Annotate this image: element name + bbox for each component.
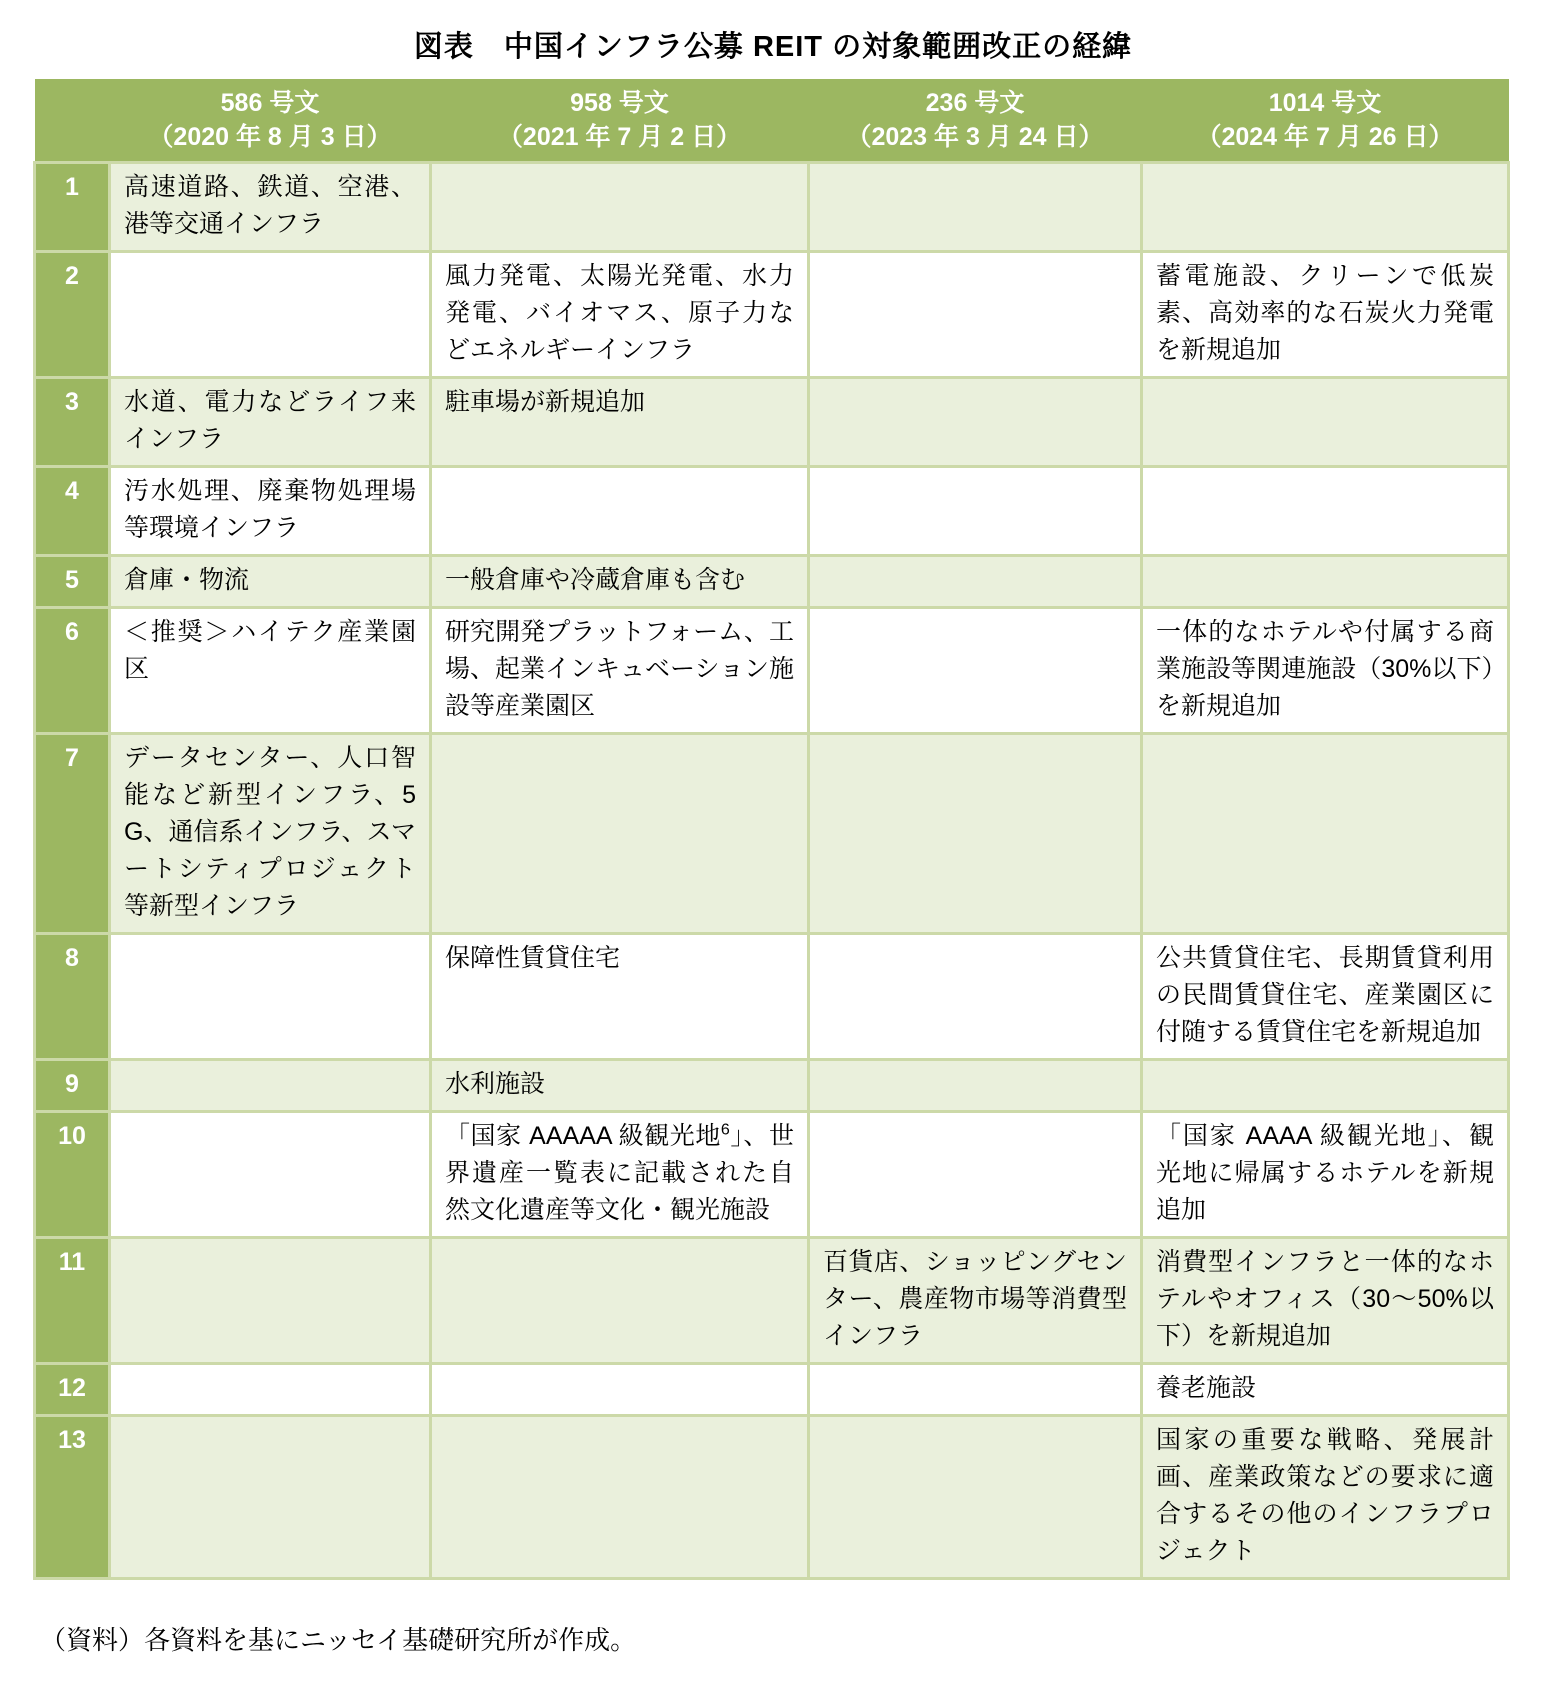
table-cell: データセンター、人口智能など新型インフラ、5G、通信系インフラ、スマートシティプロジェクト等新型インフラ — [110, 734, 431, 934]
column-date: （2023 年 3 月 24 日） — [846, 123, 1104, 151]
table-cell: 養老施設 — [1142, 1364, 1509, 1416]
cell-text: 」、世界遺産一覧表に記載された自然文化遺産等文化・観光施設 — [445, 1122, 794, 1224]
column-label: 236 号文 — [925, 89, 1025, 117]
table-cell — [809, 378, 1142, 467]
table-cell — [1142, 467, 1509, 556]
table-row — [35, 608, 1509, 734]
table-cell — [110, 1416, 431, 1579]
table-cell — [1142, 556, 1509, 608]
table-row — [35, 934, 1509, 1060]
table-cell — [809, 608, 1142, 734]
column-header-1014 — [1142, 79, 1509, 163]
table-cell — [1142, 1060, 1509, 1112]
row-number-cell: 7 — [35, 734, 110, 934]
table-cell: ＜推奨＞ハイテク産業園区 — [110, 608, 431, 734]
table-row — [35, 378, 1509, 467]
table-cell — [110, 934, 431, 1060]
table-cell — [110, 1364, 431, 1416]
table-cell — [110, 1060, 431, 1112]
table-cell: 高速道路、鉄道、空港、港等交通インフラ — [110, 163, 431, 252]
table-row — [35, 734, 1509, 934]
reit-scope-table — [33, 79, 1510, 1580]
column-label: 958 号文 — [570, 89, 669, 117]
table-cell — [431, 163, 809, 252]
table-cell — [110, 1238, 431, 1364]
footnote-marker: 6 — [720, 1121, 730, 1139]
table-row — [35, 1112, 1509, 1238]
table-row — [35, 163, 1509, 252]
table-cell — [431, 467, 809, 556]
table-cell — [431, 1416, 809, 1579]
table-cell — [809, 734, 1142, 934]
cell-text: 「国家 AAAAA 級観光地 — [445, 1122, 721, 1150]
table-cell: 水道、電力などライフ来インフラ — [110, 378, 431, 467]
table-cell: 倉庫・物流 — [110, 556, 431, 608]
table-row — [35, 1238, 1509, 1364]
table-cell — [809, 934, 1142, 1060]
table-cell: 蓄電施設、クリーンで低炭素、高効率的な石炭火力発電を新規追加 — [1142, 252, 1509, 378]
table-cell: 研究開発プラットフォーム、工場、起業インキュベーション施設等産業園区 — [431, 608, 809, 734]
table-cell — [1142, 734, 1509, 934]
row-number-cell: 4 — [35, 467, 110, 556]
table-cell — [809, 1060, 1142, 1112]
table-cell: 国家の重要な戦略、発展計画、産業政策などの要求に適合するその他のインフラプロジェクト — [1142, 1416, 1509, 1579]
row-number-cell: 13 — [35, 1416, 110, 1579]
header-row-number-spacer — [35, 79, 110, 163]
table-cell: 消費型インフラと一体的なホテルやオフィス（30～50%以下）を新規追加 — [1142, 1238, 1509, 1364]
table-cell: 「国家 AAAA 級観光地」、観光地に帰属するホテルを新規追加 — [1142, 1112, 1509, 1238]
table-cell — [1142, 163, 1509, 252]
table-cell: 公共賃貸住宅、長期賃貸利用の民間賃貸住宅、産業園区に付随する賃貸住宅を新規追加 — [1142, 934, 1509, 1060]
table-cell: 一体的なホテルや付属する商業施設等関連施設（30%以下）を新規追加 — [1142, 608, 1509, 734]
row-number-cell: 9 — [35, 1060, 110, 1112]
row-number-cell: 10 — [35, 1112, 110, 1238]
column-date: （2021 年 7 月 2 日） — [497, 123, 742, 151]
table-cell: 風力発電、太陽光発電、水力発電、バイオマス、原子力などエネルギーインフラ — [431, 252, 809, 378]
column-header-586 — [110, 79, 431, 163]
table-cell — [431, 1112, 809, 1238]
table-row — [35, 252, 1509, 378]
table-body — [35, 163, 1509, 1579]
table-cell — [809, 467, 1142, 556]
column-date: （2024 年 7 月 26 日） — [1196, 123, 1454, 151]
table-row — [35, 1364, 1509, 1416]
row-number-cell: 3 — [35, 378, 110, 467]
table-cell: 保障性賃貸住宅 — [431, 934, 809, 1060]
table-cell — [809, 556, 1142, 608]
table-cell — [809, 252, 1142, 378]
table-cell: 汚水処理、廃棄物処理場等環境インフラ — [110, 467, 431, 556]
table-row — [35, 1060, 1509, 1112]
table-cell — [809, 1416, 1142, 1579]
table-cell — [1142, 378, 1509, 467]
table-row — [35, 556, 1509, 608]
table-cell — [110, 252, 431, 378]
table-cell — [809, 163, 1142, 252]
row-number-cell: 11 — [35, 1238, 110, 1364]
table-cell: 駐車場が新規追加 — [431, 378, 809, 467]
table-row — [35, 1416, 1509, 1579]
table-cell: 水利施設 — [431, 1060, 809, 1112]
table-cell: 一般倉庫や冷蔵倉庫も含む — [431, 556, 809, 608]
row-number-cell: 12 — [35, 1364, 110, 1416]
table-cell: 百貨店、ショッピングセンター、農産物市場等消費型インフラ — [809, 1238, 1142, 1364]
table-cell — [809, 1364, 1142, 1416]
column-date: （2020 年 8 月 3 日） — [148, 123, 392, 151]
column-header-958 — [431, 79, 809, 163]
table-cell — [809, 1112, 1142, 1238]
row-number-cell: 6 — [35, 608, 110, 734]
header-row — [35, 79, 1509, 163]
row-number-cell: 8 — [35, 934, 110, 1060]
table-cell — [110, 1112, 431, 1238]
table-cell — [431, 1238, 809, 1364]
table-cell — [431, 1364, 809, 1416]
table-cell — [431, 734, 809, 934]
source-note: （資料）各資料を基にニッセイ基礎研究所が作成。 — [40, 1626, 637, 1655]
row-number-cell: 5 — [35, 556, 110, 608]
table-row — [35, 467, 1509, 556]
row-number-cell: 2 — [35, 252, 110, 378]
figure-title: 図表 中国インフラ公募 REIT の対象範囲改正の経緯 — [413, 31, 1133, 63]
table-header — [35, 79, 1509, 163]
column-header-236 — [809, 79, 1142, 163]
column-label: 586 号文 — [220, 89, 320, 117]
column-label: 1014 号文 — [1268, 89, 1382, 117]
row-number-cell: 1 — [35, 163, 110, 252]
